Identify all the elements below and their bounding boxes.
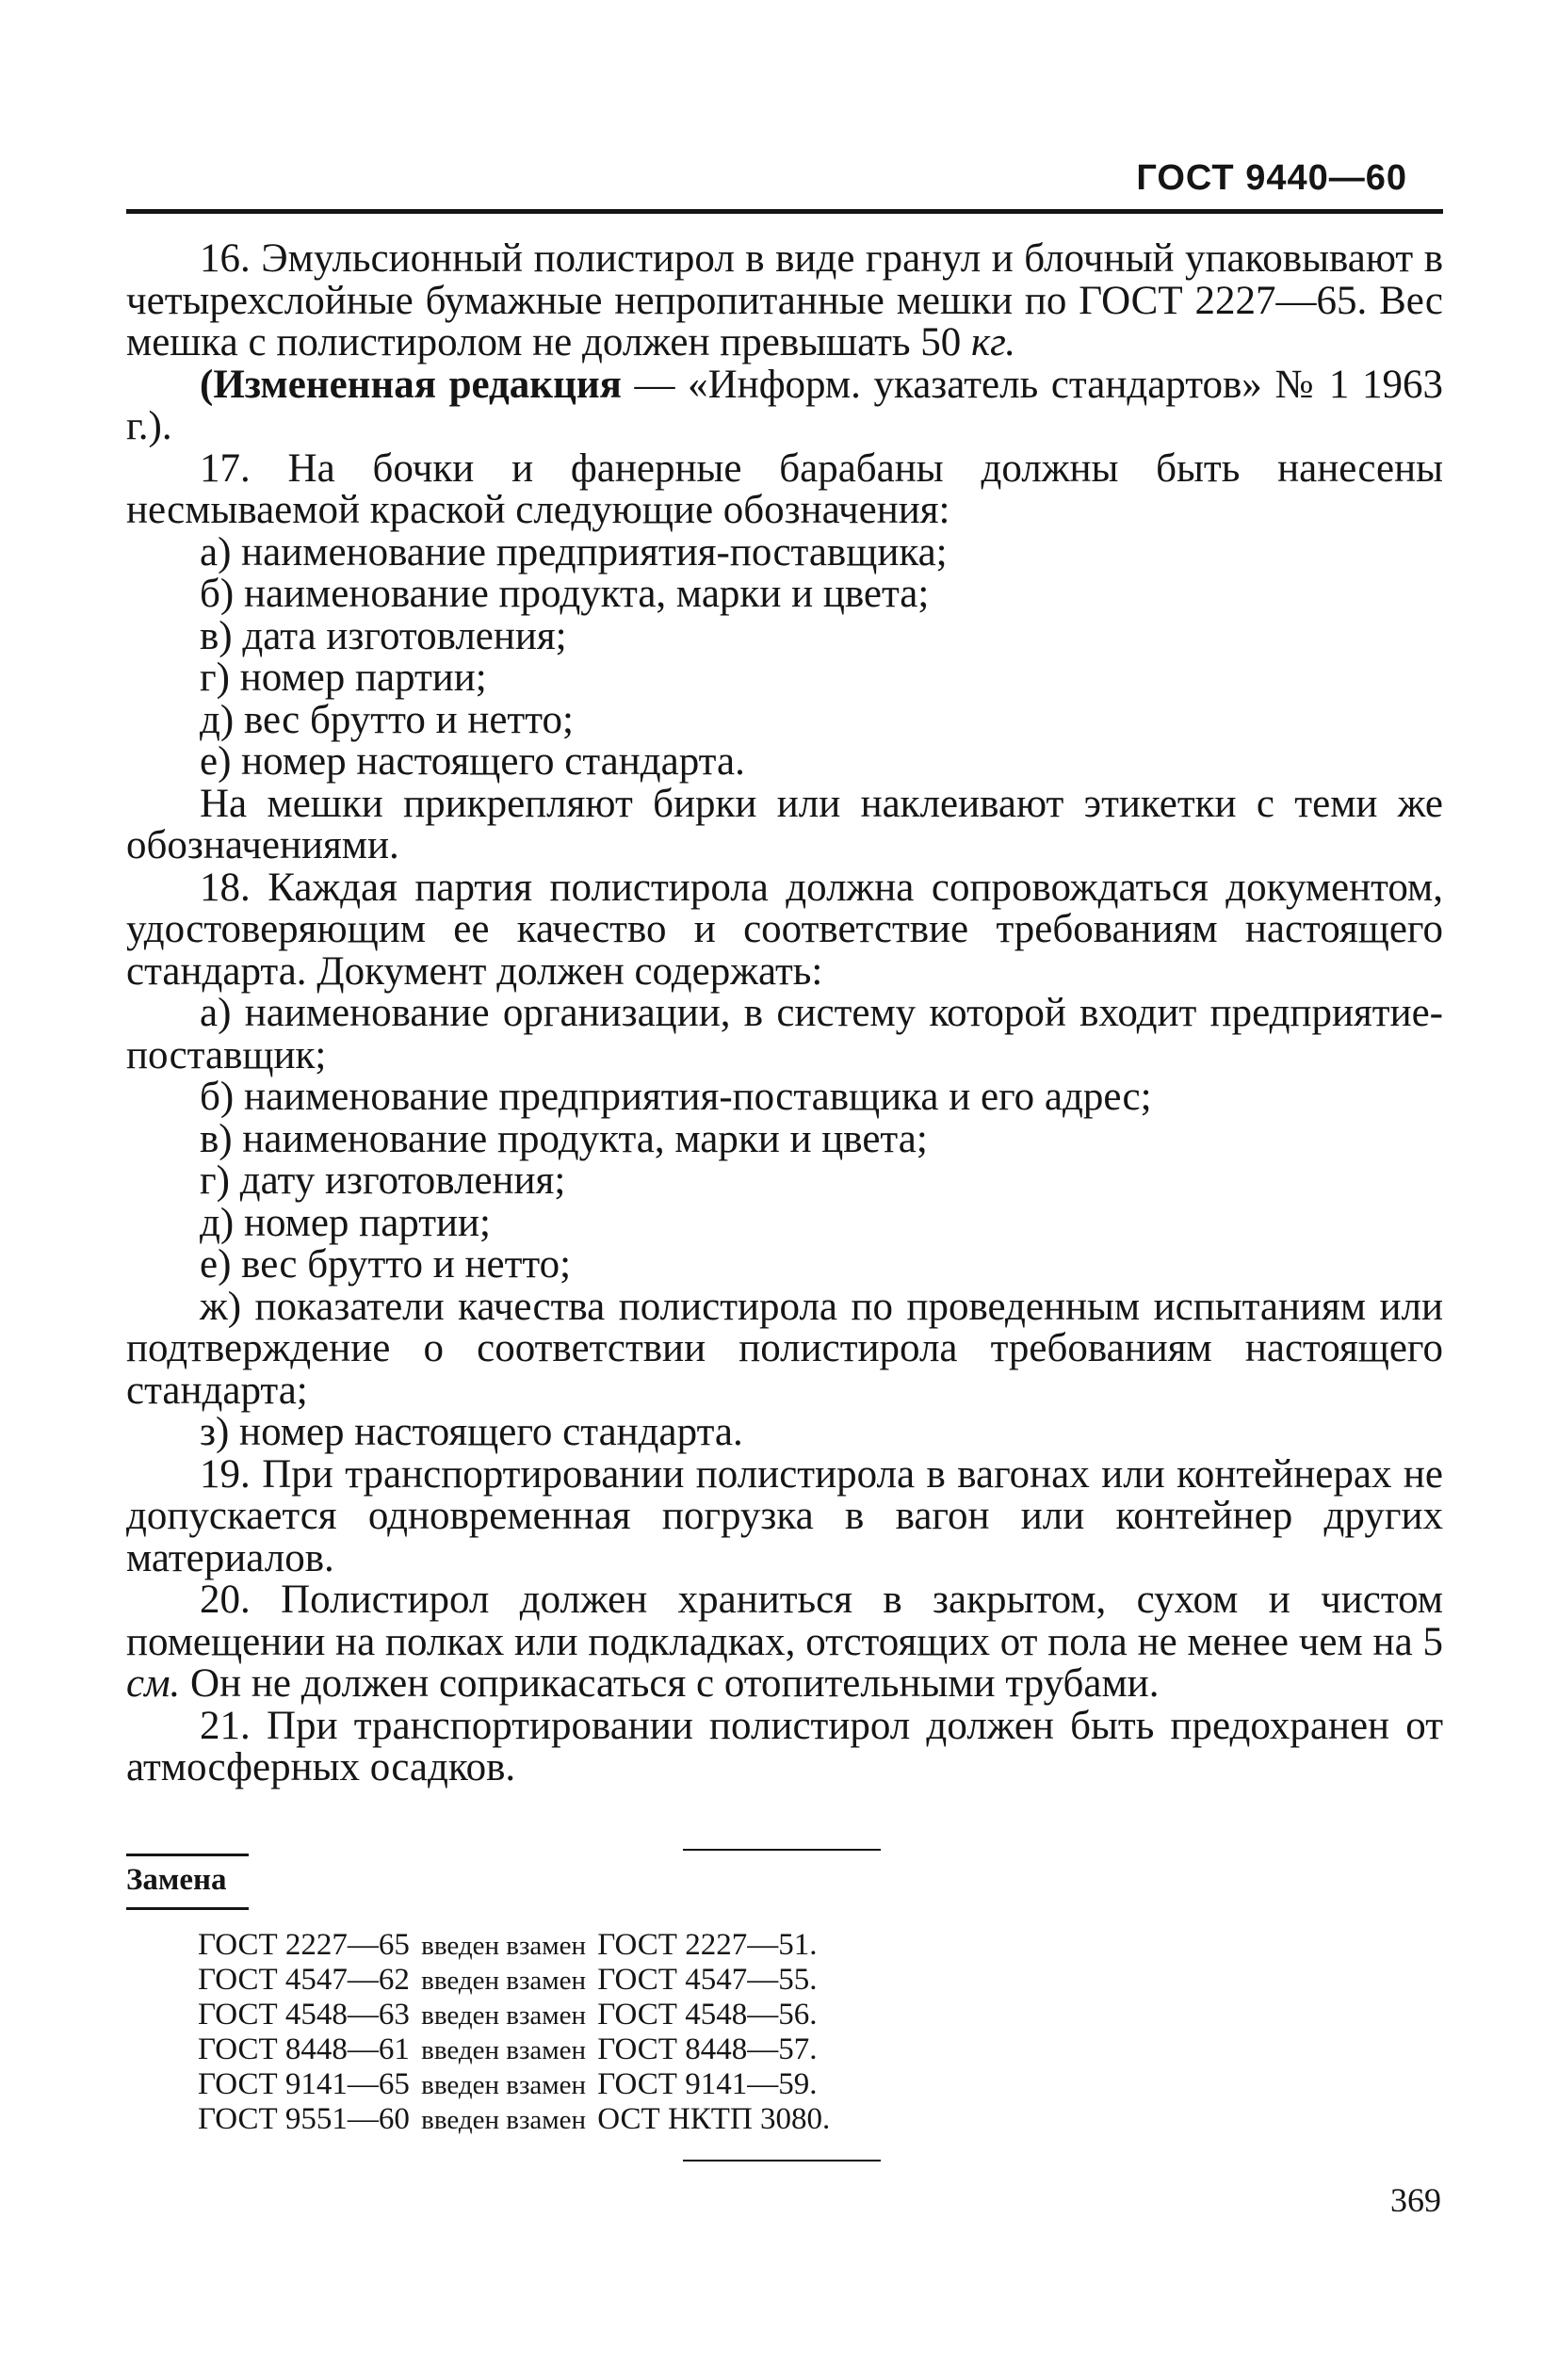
p18-item-d: д) номер партии; xyxy=(200,1200,491,1245)
p18-item-zh: ж) показатели качества полистирола по проведенным испытаниям или подтверждение о соответствии полистирола требованиям настоящего стандарта; xyxy=(126,1284,1443,1413)
paragraph-19: 19. При транспортировании полистирола в вагонах или контейнерах не допускается одновременная погрузка в вагон или контейнер других материалов. xyxy=(126,1451,1443,1580)
paragraph-21: 21. При транспортировании полистирол должен быть предохранен от атмосферных осадков. xyxy=(126,1703,1443,1789)
replacement-mid: введен взамен xyxy=(421,2070,587,2100)
replacement-old: ГОСТ 2227—51. xyxy=(597,1928,818,1962)
section-divider-bottom xyxy=(683,2160,881,2161)
edit-note-rest: — «Информ. указатель стандартов» № 1 1963 г.). xyxy=(126,362,1444,448)
replacement-old: ОСТ НКТП 3080. xyxy=(597,2102,831,2136)
edit-note-bold: (Измененная редакция xyxy=(200,362,622,407)
replacement-new: ГОСТ 4547—62 xyxy=(198,1963,410,1997)
p18-item-a: а) наименование организации, в систему которой входит предприятие-поставщик; xyxy=(126,991,1443,1077)
replacement-row xyxy=(198,2102,830,2137)
replacement-new: ГОСТ 9141—65 xyxy=(198,2067,410,2101)
replacement-new: ГОСТ 9551—60 xyxy=(198,2102,410,2136)
p17-item-a: а) наименование предприятия-поставщика; xyxy=(200,529,948,575)
paragraph-18: 18. Каждая партия полистирола должна сопровождаться документом, удостоверяющим ее качество и соответствие требованиям настоящего стандарта. Документ должен содержать: xyxy=(126,865,1443,994)
edit-note xyxy=(126,364,1443,448)
replacement-new: ГОСТ 4548—63 xyxy=(198,1998,410,2032)
paragraph-16-unit: кг. xyxy=(971,320,1016,364)
replacement-rule-top xyxy=(126,1854,249,1856)
replacement-mid: введен взамен xyxy=(421,1931,587,1961)
header-rule xyxy=(126,209,1443,214)
replacement-new: ГОСТ 8448—61 xyxy=(198,2032,410,2066)
page-header-title: ГОСТ 9440—60 xyxy=(1136,158,1407,198)
replacement-list xyxy=(198,1928,830,2137)
p17-item-d: д) вес брутто и нетто; xyxy=(200,697,574,742)
replacement-old: ГОСТ 8448—57. xyxy=(597,2032,818,2066)
p17-item-g: г) номер партии; xyxy=(200,656,487,700)
paragraph-17: 17. На бочки и фанерные барабаны должны быть нанесены несмываемой краской следующие обозначения: xyxy=(126,445,1443,532)
paragraph-16-text: 16. Эмульсионный полистирол в виде гранул и блочный упаковывают в четырехслойные бумажные непропитанные мешки по ГОСТ 2227—65. Вес мешка с полистиролом не должен превышать 50 xyxy=(126,236,1443,364)
replacement-mid: введен взамен xyxy=(421,2000,587,2031)
p18-item-g: г) дату изготовления; xyxy=(200,1158,566,1203)
p18-item-z: з) номер настоящего стандарта. xyxy=(200,1410,743,1454)
page-number: 369 xyxy=(1390,2181,1441,2219)
paragraph-20-unit: см. xyxy=(126,1661,181,1706)
paragraph-17-note: На мешки прикрепляют бирки или наклеивают этикетки с теми же обозначениями. xyxy=(126,781,1443,867)
replacement-row xyxy=(198,1928,830,1963)
p17-item-e: е) номер настоящего стандарта. xyxy=(200,739,745,784)
replacement-old: ГОСТ 9141—59. xyxy=(597,2067,818,2101)
paragraph-20 xyxy=(126,1579,1443,1706)
paragraph-20-text-b: Он не должен соприкасаться с отопительными трубами. xyxy=(180,1661,1160,1706)
p18-item-v: в) наименование продукта, марки и цвета; xyxy=(200,1116,928,1161)
replacement-row xyxy=(198,1963,830,1998)
p18-item-e: е) вес брутто и нетто; xyxy=(200,1242,572,1287)
paragraph-20-text-a: 20. Полистирол должен храниться в закрытом, сухом и чистом помещении на полках или подкладках, отстоящих от пола не менее чем на 5 xyxy=(126,1578,1443,1664)
replacement-row xyxy=(198,2032,830,2067)
p17-item-b: б) наименование продукта, марки и цвета; xyxy=(200,572,930,616)
replacement-new: ГОСТ 2227—65 xyxy=(198,1928,410,1962)
replacement-title: Замена xyxy=(126,1863,227,1897)
replacement-row xyxy=(198,2067,830,2102)
replacement-rule-bottom xyxy=(126,1907,249,1910)
replacement-row xyxy=(198,1998,830,2032)
p18-item-b: б) наименование предприятия-поставщика и его адрес; xyxy=(200,1075,1152,1119)
p17-item-v: в) дата изготовления; xyxy=(200,613,567,658)
replacement-old: ГОСТ 4547—55. xyxy=(597,1963,818,1997)
replacement-mid: введен взамен xyxy=(421,1966,587,1996)
replacement-old: ГОСТ 4548—56. xyxy=(597,1998,818,2032)
replacement-mid: введен взамен xyxy=(421,2105,587,2135)
paragraph-16 xyxy=(126,238,1443,364)
document-body xyxy=(126,238,1443,1789)
section-divider-top xyxy=(683,1849,881,1851)
replacement-mid: введен взамен xyxy=(421,2035,587,2065)
